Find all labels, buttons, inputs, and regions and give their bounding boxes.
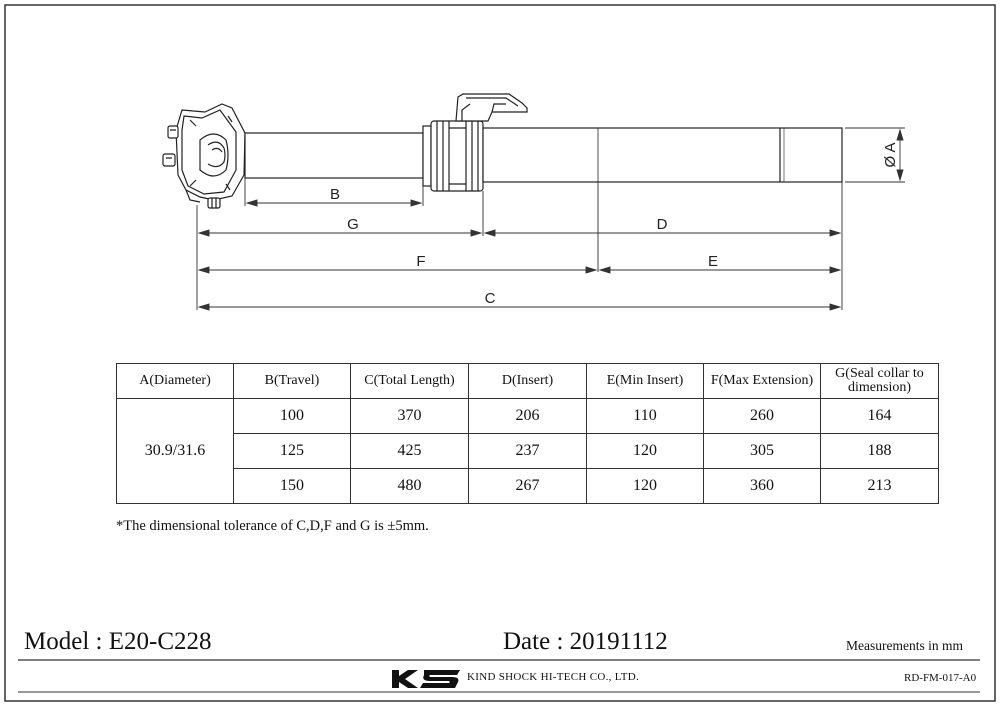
table-cell: 260 xyxy=(704,399,821,434)
seal-collar xyxy=(423,121,483,191)
table-cell: 100 xyxy=(234,399,351,434)
table-cell: 305 xyxy=(704,434,821,469)
cell-diameter: 30.9/31.6 xyxy=(117,399,234,504)
document-number: RD-FM-017-A0 xyxy=(904,672,977,684)
table-cell: 120 xyxy=(587,434,704,469)
header-seal-collar: G(Seal collar to dimension) xyxy=(821,364,939,399)
dim-label-a: Ø A xyxy=(882,142,899,168)
drawing-date: Date : 20191112 xyxy=(503,628,668,655)
table-cell: 150 xyxy=(234,469,351,504)
table-cell: 110 xyxy=(587,399,704,434)
table-cell: 267 xyxy=(469,469,587,504)
header-travel: B(Travel) xyxy=(234,364,351,399)
header-diameter: A(Diameter) xyxy=(117,364,234,399)
table-cell: 164 xyxy=(821,399,939,434)
lower-tube xyxy=(483,128,842,182)
table-cell: 370 xyxy=(351,399,469,434)
table-cell: 120 xyxy=(587,469,704,504)
saddle-clamp-head xyxy=(163,104,245,208)
table-row xyxy=(117,434,939,469)
cable-clamp xyxy=(456,94,527,121)
ks-logo xyxy=(390,668,462,690)
header-total-length: C(Total Length) xyxy=(351,364,469,399)
table-row xyxy=(117,399,939,434)
dim-label-f: F xyxy=(416,253,426,270)
spec-table xyxy=(116,363,939,504)
model-number: Model : E20-C228 xyxy=(24,628,212,655)
table-cell: 425 xyxy=(351,434,469,469)
dim-label-d: D xyxy=(656,216,668,233)
dim-label-b: B xyxy=(329,186,341,203)
dim-label-g: G xyxy=(347,216,359,233)
table-cell: 125 xyxy=(234,434,351,469)
table-cell: 237 xyxy=(469,434,587,469)
table-cell: 188 xyxy=(821,434,939,469)
header-min-insert: E(Min Insert) xyxy=(587,364,704,399)
dim-label-e: E xyxy=(707,253,719,270)
table-cell: 360 xyxy=(704,469,821,504)
seatpost-drawing xyxy=(163,94,842,208)
tolerance-note: *The dimensional tolerance of C,D,F and G is ±5mm. xyxy=(116,518,429,534)
table-header-row xyxy=(117,364,939,399)
table-row xyxy=(117,469,939,504)
header-insert: D(Insert) xyxy=(469,364,587,399)
measurement-unit-note: Measurements in mm xyxy=(846,638,963,653)
table-cell: 480 xyxy=(351,469,469,504)
upper-stanchion xyxy=(245,133,423,178)
dim-label-c: C xyxy=(484,290,496,307)
table-cell: 213 xyxy=(821,469,939,504)
table-cell: 206 xyxy=(469,399,587,434)
header-max-extension: F(Max Extension) xyxy=(704,364,821,399)
company-name: KIND SHOCK HI-TECH CO., LTD. xyxy=(467,671,640,683)
